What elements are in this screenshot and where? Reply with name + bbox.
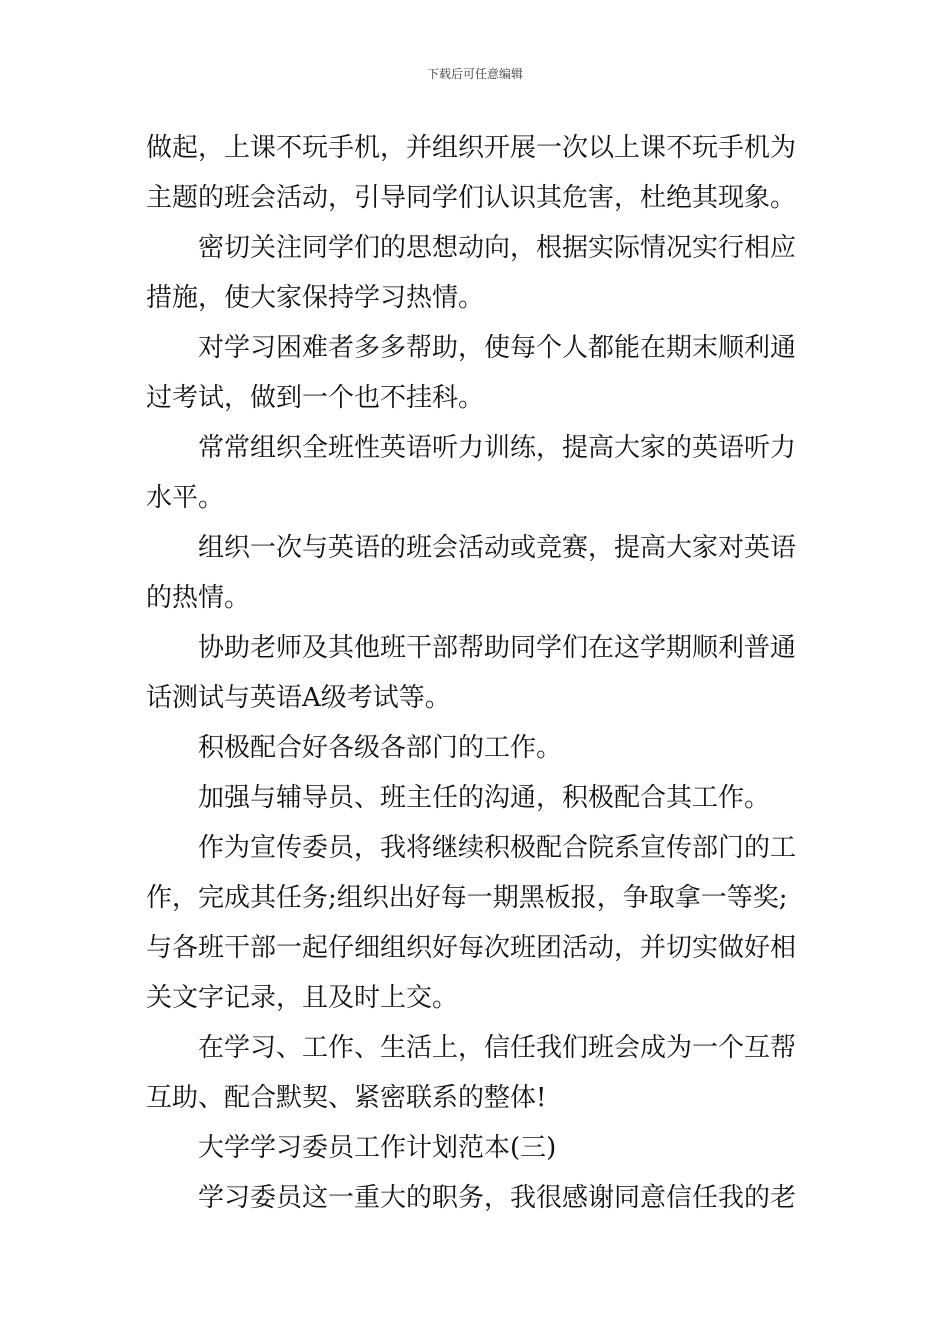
text-line: 做起，上课不玩手机，并组织开展一次以上课不玩手机为 — [146, 133, 797, 163]
text-line: 积极配合好各级各部门的工作。 — [198, 733, 563, 763]
text-line: 水平。 — [146, 483, 225, 513]
text-line: 话测试与英语A级考试等。 — [146, 683, 451, 713]
text-line: 作为宣传委员，我将继续积极配合院系宣传部门的工 — [198, 833, 797, 863]
text-line: 密切关注同学们的思想动向，根据实际情况实行相应 — [198, 233, 797, 263]
page-header: 下载后可任意编辑 — [426, 67, 523, 81]
text-line: 作，完成其任务;组织出好每一期黑板报，争取拿一等奖; — [146, 883, 788, 913]
text-line: 主题的班会活动，引导同学们认识其危害，杜绝其现象。 — [146, 183, 797, 213]
text-line: 组织一次与英语的班会活动或竞赛，提高大家对英语 — [198, 533, 797, 563]
text-line: 的热情。 — [146, 583, 251, 613]
text-line: 与各班干部一起仔细组织好每次班团活动，并切实做好相 — [146, 933, 797, 963]
text-line: 加强与辅导员、班主任的沟通，积极配合其工作。 — [198, 783, 771, 813]
text-line: 对学习困难者多多帮助，使每个人都能在期末顺利通 — [198, 333, 797, 363]
text-line: 互助、配合默契、紧密联系的整体! — [146, 1083, 547, 1113]
text-line: 常常组织全班性英语听力训练，提高大家的英语听力 — [198, 433, 797, 463]
text-line: 学习委员这一重大的职务，我很感谢同意信任我的老 — [198, 1183, 797, 1213]
text-line: 关文字记录，且及时上交。 — [146, 983, 459, 1013]
text-line: 措施，使大家保持学习热情。 — [146, 283, 485, 313]
section-heading: 大学学习委员工作计划范本(三) — [198, 1133, 557, 1163]
text-line: 过考试，做到一个也不挂科。 — [146, 383, 485, 413]
document-body — [146, 123, 808, 1223]
text-line: 协助老师及其他班干部帮助同学们在这学期顺利普通 — [198, 633, 797, 663]
text-line: 在学习、工作、生活上，信任我们班会成为一个互帮 — [198, 1033, 797, 1063]
